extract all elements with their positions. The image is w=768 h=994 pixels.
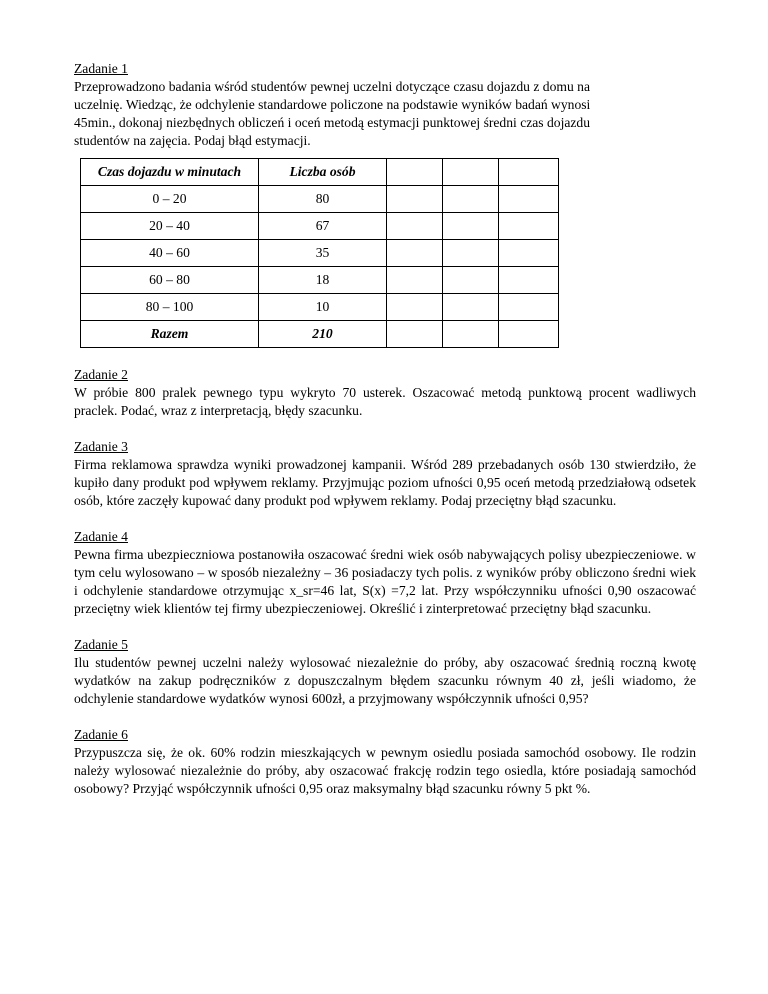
table-cell (443, 267, 499, 294)
task-5-title: Zadanie 5 (74, 637, 128, 652)
table-cell: 18 (259, 267, 387, 294)
table-total-row (81, 321, 559, 348)
task-4 (74, 528, 696, 618)
table-cell: 40 – 60 (81, 240, 259, 267)
task-3-text: Firma reklamowa sprawdza wyniki prowadzonej kampanii. Wśród 289 przebadanych osób 130 stwierdziło, że kupiło dany produkt pod wpływem reklamy. Przyjmując poziom ufności 0,95 oceń metodą przedziałową odsetek osób, które zaczęły kupować dany produkt pod wpływem reklamy. Podaj przeciętny błąd szacunku. (74, 457, 696, 508)
task-5 (74, 636, 696, 708)
table-cell (443, 240, 499, 267)
table-cell (387, 213, 443, 240)
table-cell (499, 294, 559, 321)
task-5-text: Ilu studentów pewnej uczelni należy wylosować niezależnie do próby, aby oszacować średnią roczną kwotę wydatków na zakup podręczników z dopuszczalnym błędem szacunku równym 40 zł, jeśli wiadomo, że odchylenie standardowe wydatków wynosi 600zł, a przyjmowany współczynnik ufności 0,95? (74, 655, 696, 706)
task-6-text: Przypuszcza się, że ok. 60% rodzin mieszkających w pewnym osiedlu posiada samochód osobowy. Ile rodzin należy wylosować niezależnie do próby, aby oszacować frakcję rodzin tego osiedla, które posiadają samochód osobowy? Przyjąć współczynnik ufności 0,95 oraz maksymalny błąd szacunku równy 5 pkt %. (74, 745, 696, 796)
table-row (81, 240, 559, 267)
table-header-row (81, 159, 559, 186)
task-1-line-4: studentów na zajęcia. Podaj błąd estymacji. (74, 133, 311, 148)
task-6 (74, 726, 696, 798)
task-1-line-1: Przeprowadzono badania wśród studentów pewnej uczelni dotyczące czasu dojazdu z domu na (74, 79, 590, 94)
table-row (81, 294, 559, 321)
table-cell (443, 294, 499, 321)
header-empty-3 (499, 159, 559, 186)
document-page (74, 60, 696, 816)
table-cell (387, 267, 443, 294)
table-cell (499, 267, 559, 294)
table-cell: 35 (259, 240, 387, 267)
table-row (81, 186, 559, 213)
table-cell (499, 321, 559, 348)
task-3-title: Zadanie 3 (74, 439, 128, 454)
task-4-title: Zadanie 4 (74, 529, 128, 544)
total-label: Razem (81, 321, 259, 348)
header-people-count: Liczba osób (259, 159, 387, 186)
table-cell: 67 (259, 213, 387, 240)
table-cell (387, 240, 443, 267)
table-cell (443, 213, 499, 240)
header-empty-1 (387, 159, 443, 186)
task-1-text (74, 78, 696, 150)
task-4-text: Pewna firma ubezpieczniowa postanowiła oszacować średni wiek osób nabywających polisy ubezpieczeniowe. w tym celu wylosowano – w sposób niezależny – 36 posiadaczy tych polis. z wyników próby obliczono średni wiek i odchylenie standardowe otrzymując x_sr=46 lat, S(x) =7,2 lat. Przy współczynniku ufności 0,90 oszacować przeciętny wiek klientów tej firmy ubezpieczeniowej. Określić i zinterpretować przeciętny błąd szacunku. (74, 547, 696, 616)
task-1 (74, 60, 696, 348)
table-cell (387, 186, 443, 213)
task-2-title: Zadanie 2 (74, 367, 128, 382)
table-cell (387, 321, 443, 348)
task-3 (74, 438, 696, 510)
table-cell: 0 – 20 (81, 186, 259, 213)
table-cell: 80 – 100 (81, 294, 259, 321)
table-cell: 20 – 40 (81, 213, 259, 240)
table-cell (443, 186, 499, 213)
table-cell: 60 – 80 (81, 267, 259, 294)
table-cell (443, 321, 499, 348)
header-empty-2 (443, 159, 499, 186)
task-1-title: Zadanie 1 (74, 61, 128, 76)
table-cell: 10 (259, 294, 387, 321)
table-cell: 80 (259, 186, 387, 213)
header-commute-time: Czas dojazdu w minutach (81, 159, 259, 186)
table-cell (499, 213, 559, 240)
task-1-line-2: uczelnię. Wiedząc, że odchylenie standardowe policzone na podstawie wyników badań wynosi (74, 97, 591, 112)
table-row (81, 213, 559, 240)
task-6-title: Zadanie 6 (74, 727, 128, 742)
table-cell (499, 240, 559, 267)
task-2-text: W próbie 800 pralek pewnego typu wykryto 70 usterek. Oszacować metodą punktową procent wadliwych praclek. Podać, wraz z interpretacją, błędy szacunku. (74, 385, 696, 418)
total-value: 210 (259, 321, 387, 348)
commute-time-table (80, 158, 559, 348)
table-cell (499, 186, 559, 213)
table-cell (387, 294, 443, 321)
task-2 (74, 366, 696, 420)
task-1-line-3: 45min., dokonaj niezbędnych obliczeń i oceń metodą estymacji punktowej średni czas dojazdu (74, 115, 591, 130)
table-row (81, 267, 559, 294)
